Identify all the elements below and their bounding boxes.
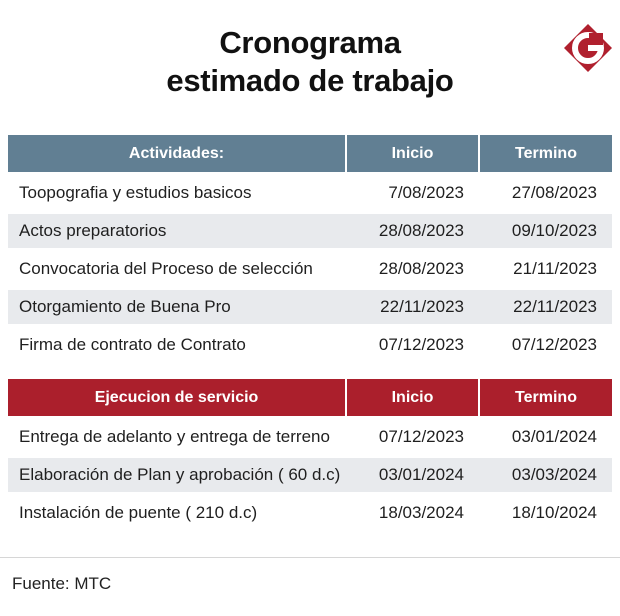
end-date-cell: 27/08/2023 xyxy=(511,183,597,202)
start-date-cell: 7/08/2023 xyxy=(388,183,464,202)
start-date-cell: 07/12/2023 xyxy=(378,427,464,446)
header-actividades: Actividades: xyxy=(8,135,345,172)
start-date-cell: 28/08/2023 xyxy=(378,259,464,278)
activity-cell: Elaboración de Plan y aprobación ( 60 d.c) xyxy=(19,465,341,484)
header-ejecucion: Ejecucion de servicio xyxy=(8,379,345,416)
table-row xyxy=(8,214,612,248)
header-inicio: Inicio xyxy=(347,135,478,172)
activity-cell: Instalación de puente ( 210 d.c) xyxy=(19,503,258,522)
schedule-table-activities xyxy=(8,135,612,366)
end-date-cell: 21/11/2023 xyxy=(513,259,597,278)
title-line-2: estimado de trabajo xyxy=(166,63,454,98)
table-row xyxy=(8,458,612,492)
activity-cell: Actos preparatorios xyxy=(19,221,167,240)
table-row xyxy=(8,328,612,362)
header-termino: Termino xyxy=(480,379,612,416)
activity-cell: Convocatoria del Proceso de selección xyxy=(19,259,313,278)
start-date-cell: 28/08/2023 xyxy=(378,221,464,240)
start-date-cell: 03/01/2024 xyxy=(378,465,464,484)
activity-cell: Entrega de adelanto y entrega de terreno xyxy=(19,427,330,446)
end-date-cell: 22/11/2023 xyxy=(513,297,597,316)
activity-cell: Firma de contrato de Contrato xyxy=(19,335,246,354)
activity-cell: Toopografia y estudios basicos xyxy=(19,183,252,202)
end-date-cell: 09/10/2023 xyxy=(511,221,597,240)
table-header xyxy=(8,135,612,172)
start-date-cell: 22/11/2023 xyxy=(380,297,464,316)
table-row xyxy=(8,252,612,286)
table-row xyxy=(8,176,612,210)
end-date-cell: 03/01/2024 xyxy=(511,427,597,446)
header-inicio: Inicio xyxy=(347,379,478,416)
page-title xyxy=(0,24,620,100)
start-date-cell: 18/03/2024 xyxy=(378,503,464,522)
g-logo-icon xyxy=(563,23,613,73)
table-header xyxy=(8,379,612,416)
end-date-cell: 18/10/2024 xyxy=(511,503,597,522)
title-line-1: Cronograma xyxy=(219,25,401,60)
start-date-cell: 07/12/2023 xyxy=(378,335,464,354)
table-row xyxy=(8,496,612,530)
schedule-table-execution xyxy=(8,379,612,534)
activity-cell: Otorgamiento de Buena Pro xyxy=(19,297,231,316)
footer-divider xyxy=(0,557,620,558)
table-row xyxy=(8,290,612,324)
table-row xyxy=(8,420,612,454)
header-termino: Termino xyxy=(480,135,612,172)
end-date-cell: 07/12/2023 xyxy=(511,335,597,354)
end-date-cell: 03/03/2024 xyxy=(511,465,597,484)
source-note: Fuente: MTC xyxy=(12,574,112,593)
